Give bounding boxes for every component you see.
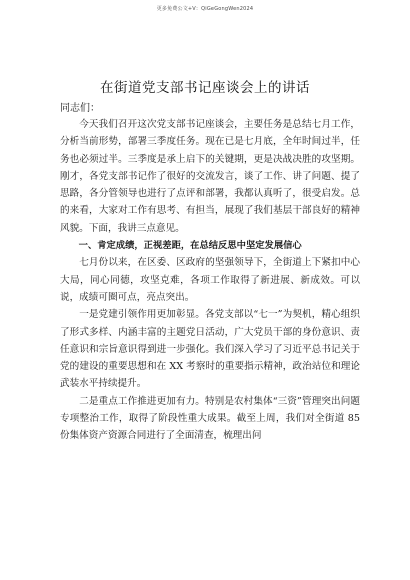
document-body [60,116,360,445]
salutation: 同志们： [60,103,100,114]
paragraph-point-two: 二是重点工作推进更加有力。特别是农村集体“三资”管理突出问题专项整治工作，取得了阶段性重大成果。截至上周，我们对全街道 85 份集体资产资源合同进行了全面清查，梳理出问 [60,395,360,442]
paragraph-overview: 七月份以来，在区委、区政府的坚强领导下，全街道上下紧扣中心大局，同心同德，攻坚克难，各项工作取得了新进展、新成效。可以说，成绩可圈可点，亮点突出。 [60,257,360,303]
section-heading: 一、肯定成绩，正视差距，在总结反思中坚定发展信心 [78,240,302,252]
document-title: 在街道党支部书记座谈会上的讲话 [100,80,310,96]
paragraph-intro: 今天我们召开这次党支部书记座谈会，主要任务是总结七月工作，分析当前形势，部署三季度任务。现在已是七月底，全年时间过半，任务也必须过半。三季度是承上启下的关键期，更是决战决胜的攻坚期。刚才，各党支部书记作了很好的交流发言，谈了工作、讲了问题、提了思路，各分管领导也进行了点评和部署，我都认真听了，很受启发。总的来看，大家对工作有思考、有担当，展现了我们基层干部良好的精神风貌。下面，我讲三点意见。 [60,119,360,234]
watermark-text: 更多免费公文+V：QiGeGongWen2024 [156,6,254,12]
paragraph-point-one: 一是党建引领作用更加彰显。各党支部以“七一”为契机，精心组织了形式多样、内涵丰富的主题党日活动，广大党员干部的身份意识、责任意识和宗旨意识得到进一步强化。我们深入学习了习近平总书记关于党的建设的重要思想和在 XX 考察时的重要指示精神，政治站位和理论武装水平持续提升。 [60,309,360,390]
